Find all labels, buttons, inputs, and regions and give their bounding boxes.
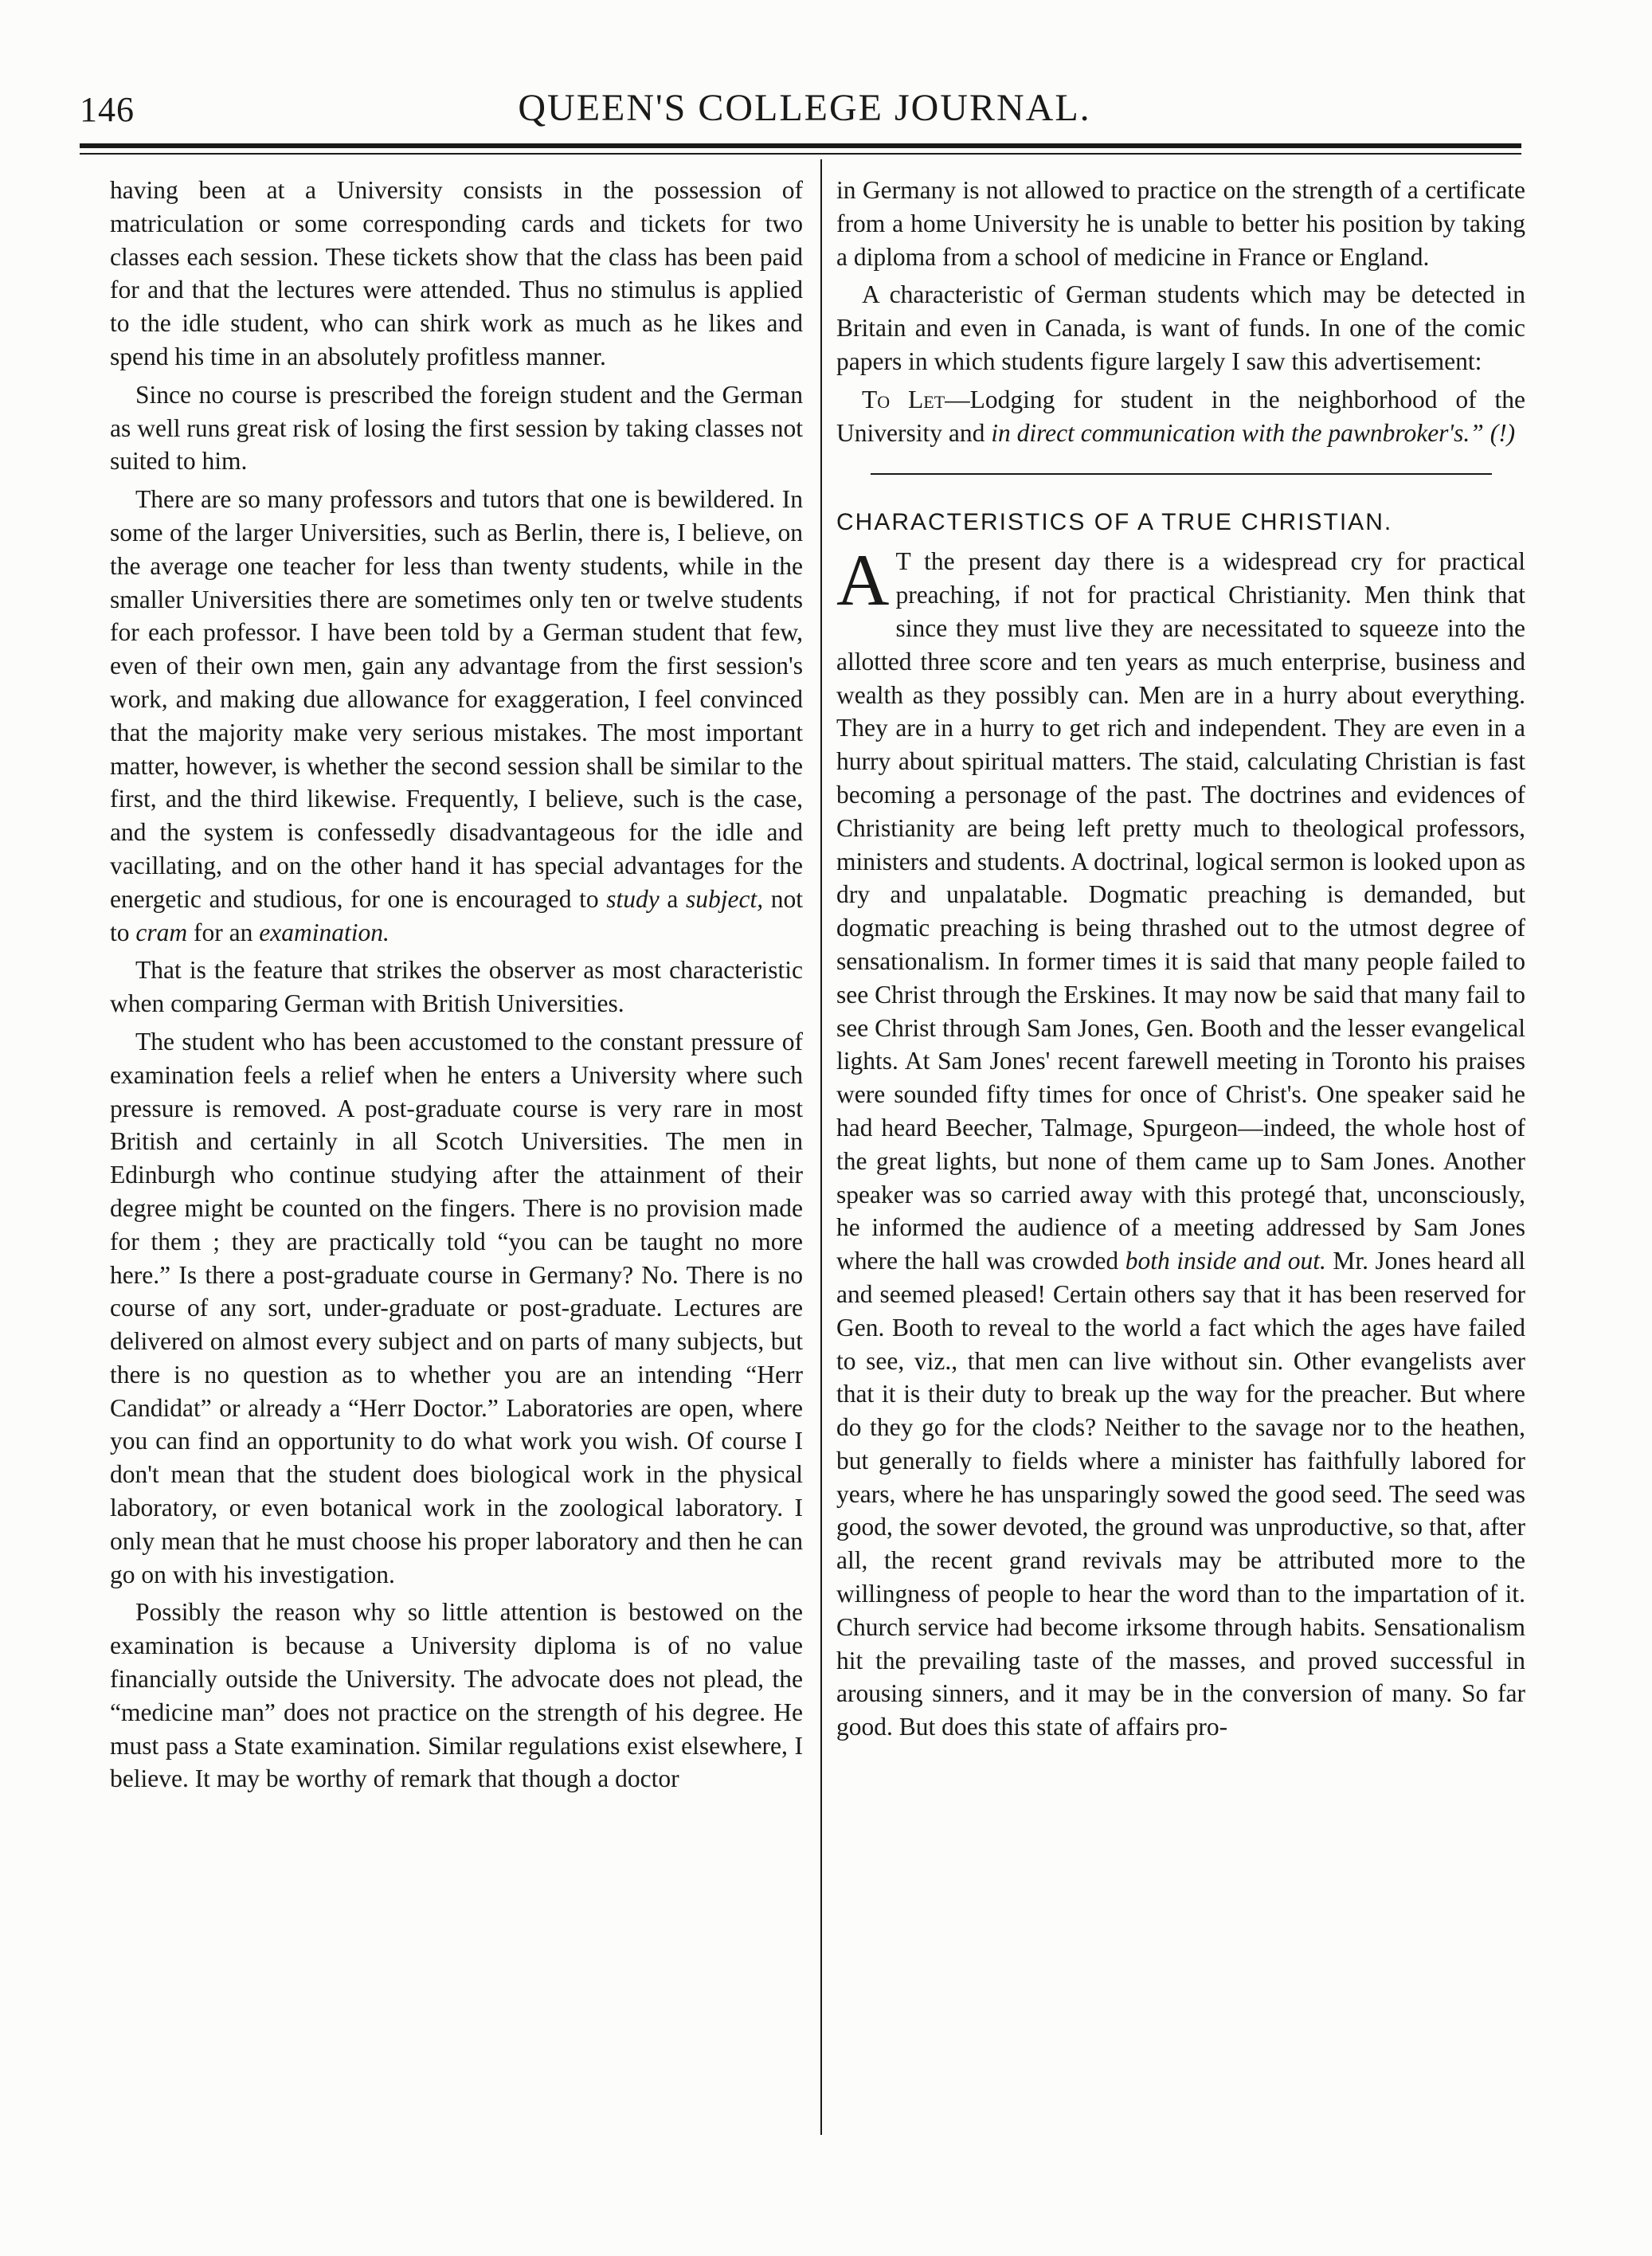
italic-text: cram xyxy=(135,918,188,946)
paragraph: Since no course is prescribed the foreign student and the German as well runs great risk of losing the first session by taking classes not suited to him. xyxy=(110,380,803,476)
article-title: CHARACTERISTICS OF A TRUE CHRISTIAN. xyxy=(836,509,1393,536)
italic-text: in direct communication with the pawnbroker's.” xyxy=(991,418,1484,447)
paragraph: A characteristic of German students which may be detected in Britain and even in Canada, is want of funds. In one of the comic papers in which students figure largely I saw this advertisement: xyxy=(836,280,1525,375)
italic-text: both inside and out. xyxy=(1125,1247,1326,1275)
paragraph: having been at a University consists in the possession of matriculation or some corresponding cards and tickets for two classes each session. These tickets show that the class has been paid for and that the lectures were attended. Thus no stimulus is applied to the idle student, who can shirk work as much as he likes and spend his time in an absolutely profitless manner. xyxy=(110,176,803,370)
header-rule-thick xyxy=(80,143,1521,148)
section-divider-rule xyxy=(871,473,1492,475)
paragraph: in Germany is not allowed to practice on the strength of a certificate from a home University he is unable to better his position by taking a diploma from a school of medicine in France or England. xyxy=(836,176,1525,271)
paragraph: That is the feature that strikes the observer as most characteristic when comparing German with British Universities. xyxy=(110,956,803,1018)
right-column xyxy=(836,174,1525,1744)
paragraph: Possibly the reason why so little attention is bestowed on the examination is because a University diploma is of no value financially outside the University. The advocate does not plead, the “medicine man” does not practice on the strength of his degree. He must pass a State examination. Similar regulations exist elsewhere, I believe. It may be worthy of remark that though a doctor xyxy=(110,1598,803,1793)
paragraph xyxy=(836,383,1525,450)
header-rule-thin xyxy=(80,153,1521,155)
left-column xyxy=(110,174,803,1796)
italic-text: subject, xyxy=(685,884,764,913)
small-caps-lead: To Let xyxy=(862,385,945,413)
paragraph xyxy=(110,483,803,949)
page-header xyxy=(80,86,1529,134)
journal-title: QUEEN'S COLLEGE JOURNAL. xyxy=(518,87,1091,129)
drop-cap: A xyxy=(836,539,890,621)
column-divider xyxy=(820,159,822,2135)
text-run: There are so many professors and tutors that one is bewildered. In some of the larger Universities, such as Berlin, there is, I believe, on the average one teacher for less than twenty students, while in the smaller Universities there are sometimes only ten or twelve students for each professor. I have been told by a German student that few, even of their own men, gain any advantage from the first session's work, and making due allowance for exaggeration, I feel convinced that the majority make very serious mistakes. The most important matter, however, is whether the second session shall be similar to the first, and the third likewise. Frequently, I believe, such is the case, and the system is confessedly disadvantageous for the idle and vacillating, and on the other hand it has special advantages for the energetic and studious, for one is encouraged to xyxy=(110,485,803,913)
paragraph xyxy=(836,539,1525,1744)
paragraph: The student who has been accustomed to the constant pressure of examination feels a relief when he enters a University where such pressure is removed. A post-graduate course is very rare in most British and certainly in all Scotch Universities. The men in Edinburgh who continue studying after the attainment of their degree might be counted on the fingers. There is no provision made for them ; they are practically told “you can be taught no more here.” Is there a post-graduate course in Germany? No. There is no course of any sort, under-graduate or post-graduate. Lectures are delivered on almost every subject and on parts of many subjects, but there is no question as to whether you are an intending “Herr Candidat” or already a “Herr Doctor.” Laboratories are open, where you can find an opportunity to do what work you wish. Of course I don't mean that the student does biological work in the physical laboratory, or even botanical work in the zoological laboratory. I only mean that he must choose his proper laboratory and then he can go on with his investigation. xyxy=(110,1027,803,1588)
italic-text: (!) xyxy=(1483,418,1516,447)
text-run: —Lodging for student in the neighborhood of the University and xyxy=(836,385,1525,447)
italic-text: examination. xyxy=(259,918,390,946)
page-number: 146 xyxy=(80,90,135,129)
italic-text: study xyxy=(606,884,660,913)
text-run: T the present day there is a widespread cry for practical preaching, if not for practical Christianity. Men think that since they must live they are necessitated to squeeze into the allotted three score and ten years as much enterprise, business and wealth as they possibly can. Men are in a hurry about everything. They are in a hurry to get rich and independent. They are even in a hurry about spiritual matters. The staid, calculating Christian is fast becoming a personage of the past. The doctrines and evidences of Christianity are being left pretty much to theological professors, ministers and students. A doctrinal, logical sermon is looked upon as dry and unpalatable. Dogmatic preaching is demanded, but dogmatic preaching is being thrashed out to the utmost degree of sensationalism. In former times it is said that many people failed to see Christ through the Erskines. It may now be said that many fail to see Christ through Sam Jones, Gen. Booth and the lesser evangelical lights. At Sam Jones' recent farewell meeting in Toronto his praises were sounded fifty times for once of Christ's. One speaker said he had heard Beecher, Talmage, Spurgeon—indeed, the whole host of the great lights, but none of them came up to Sam Jones. Another speaker was so carried away with this protegé that, unconsciously, he informed the audience of a meeting addressed by Sam Jones where the hall was crowded xyxy=(836,547,1525,1275)
text-run: Mr. Jones heard all and seemed pleased! Certain others say that it has been reserved for Gen. Booth to reveal to the world a fact which the ages have failed to see, viz., that men can live without sin. Other evangelists aver that it is their duty to break up the way for the preacher. But where do they go for the clods? Neither to the savage nor to the heathen, but generally to fields where a minister has faithfully labored for years, where he has unsparingly sowed the good seed. The seed was good, the sower devoted, the ground was unproductive, so that, after all, the recent grand revivals may be attributed more to the willingness of people to hear the word than to the impartation of it. Church service had become irksome through habits. Sensationalism hit the prevailing taste of the masses, and proved successful in arousing sinners, and it may be in the conversion of many. So far good. But does this state of affairs pro- xyxy=(836,1247,1525,1741)
text-run: a xyxy=(659,884,686,913)
text-run: for an xyxy=(187,918,260,946)
text-run: not to xyxy=(110,884,803,946)
